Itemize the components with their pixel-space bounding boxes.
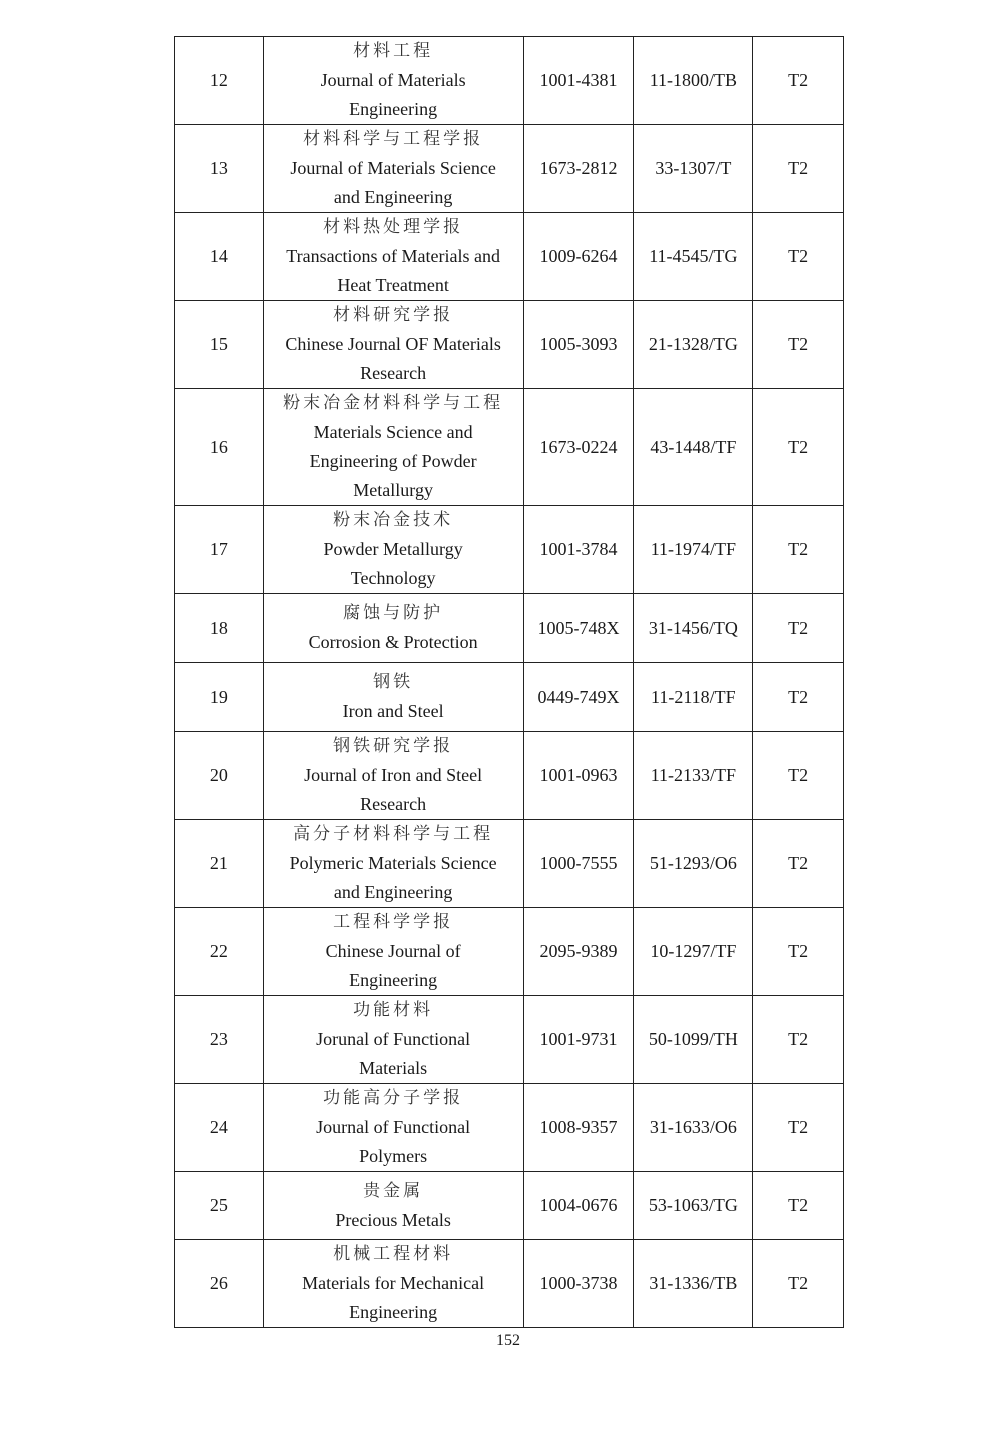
row-number-cell: 16 xyxy=(175,389,264,506)
journal-name-chinese: 材料研究学报 xyxy=(333,305,454,325)
journal-name-english-line: Engineering xyxy=(349,1302,438,1322)
journal-name-chinese: 材料热处理学报 xyxy=(323,217,464,237)
journal-name-english-line: Chinese Journal of xyxy=(325,941,461,961)
journal-name-cell xyxy=(263,1084,523,1172)
journal-table xyxy=(174,36,844,1328)
journal-name-english-line: Precious Metals xyxy=(335,1209,451,1230)
cn-number-cell: 31-1336/TB xyxy=(634,1240,753,1328)
cn-number-cell: 11-2118/TF xyxy=(634,663,753,732)
issn-cell: 1001-9731 xyxy=(523,996,634,1084)
journal-name-cell xyxy=(263,594,523,663)
row-number-cell: 25 xyxy=(175,1172,264,1240)
row-number-cell: 15 xyxy=(175,301,264,389)
journal-name-cell xyxy=(263,213,523,301)
row-number-cell: 17 xyxy=(175,506,264,594)
issn-cell: 1005-748X xyxy=(523,594,634,663)
journal-name-chinese: 功能材料 xyxy=(353,1000,434,1020)
journal-name-cell xyxy=(263,506,523,594)
table-row xyxy=(175,996,844,1084)
journal-name-english-line: Research xyxy=(360,794,427,814)
journal-name-cell xyxy=(263,996,523,1084)
table-row xyxy=(175,663,844,732)
cn-number-cell: 11-4545/TG xyxy=(634,213,753,301)
row-number-cell: 22 xyxy=(175,908,264,996)
journal-name-english-line: Materials for Mechanical xyxy=(302,1273,485,1293)
journal-name-english-line: Journal of Iron and Steel xyxy=(304,765,483,785)
cn-number-cell: 11-1974/TF xyxy=(634,506,753,594)
row-number-cell: 21 xyxy=(175,820,264,908)
journal-name-chinese: 功能高分子学报 xyxy=(323,1088,464,1108)
level-cell: T2 xyxy=(753,125,844,213)
journal-name-cell xyxy=(263,37,523,125)
journal-name-chinese: 钢铁 xyxy=(373,672,414,692)
issn-cell: 1001-3784 xyxy=(523,506,634,594)
journal-name-english-line: Journal of Materials xyxy=(320,70,466,90)
level-cell: T2 xyxy=(753,594,844,663)
table-row xyxy=(175,301,844,389)
issn-cell: 1004-0676 xyxy=(523,1172,634,1240)
table-row xyxy=(175,820,844,908)
journal-name-english-line: Journal of Functional xyxy=(316,1117,471,1137)
journal-name-english-line: Corrosion & Protection xyxy=(308,632,478,652)
issn-cell: 1000-3738 xyxy=(523,1240,634,1328)
journal-name-english-line: Engineering of Powder xyxy=(309,451,477,471)
cn-number-cell: 31-1456/TQ xyxy=(634,594,753,663)
issn-cell: 1000-7555 xyxy=(523,820,634,908)
cn-number-cell: 31-1633/O6 xyxy=(634,1084,753,1172)
issn-cell: 1001-4381 xyxy=(523,37,634,125)
journal-name-cell xyxy=(263,301,523,389)
row-number-cell: 26 xyxy=(175,1240,264,1328)
level-cell: T2 xyxy=(753,820,844,908)
journal-name-cell xyxy=(263,908,523,996)
journal-name-english-line: Polymers xyxy=(359,1146,428,1166)
journal-name-cell xyxy=(263,732,523,820)
row-number-cell: 13 xyxy=(175,125,264,213)
journal-name-english-line: Materials Science and xyxy=(313,422,473,442)
table-row xyxy=(175,506,844,594)
cn-number-cell: 10-1297/TF xyxy=(634,908,753,996)
journal-name-chinese: 贵金属 xyxy=(363,1180,424,1201)
level-cell: T2 xyxy=(753,663,844,732)
row-number-cell: 20 xyxy=(175,732,264,820)
issn-cell: 1008-9357 xyxy=(523,1084,634,1172)
level-cell: T2 xyxy=(753,37,844,125)
page-number: 152 xyxy=(496,1332,520,1349)
journal-name-cell xyxy=(263,663,523,732)
table-row xyxy=(175,732,844,820)
row-number-cell: 24 xyxy=(175,1084,264,1172)
cn-number-cell: 33-1307/T xyxy=(634,125,753,213)
journal-name-chinese: 腐蚀与防护 xyxy=(343,603,444,623)
row-number-cell: 12 xyxy=(175,37,264,125)
row-number-cell: 23 xyxy=(175,996,264,1084)
level-cell: T2 xyxy=(753,732,844,820)
journal-name-chinese: 工程科学学报 xyxy=(333,912,454,932)
journal-name-cell xyxy=(263,125,523,213)
journal-name-english-line: Chinese Journal OF Materials xyxy=(285,334,501,354)
cn-number-cell: 21-1328/TG xyxy=(634,301,753,389)
journal-name-english-line: Technology xyxy=(350,568,436,588)
table-row xyxy=(175,1172,844,1240)
table-row xyxy=(175,37,844,125)
cn-number-cell: 53-1063/TG xyxy=(634,1172,753,1240)
journal-name-english-line: Jorunal of Functional xyxy=(316,1029,471,1049)
journal-name-chinese: 钢铁研究学报 xyxy=(333,736,454,756)
journal-name-english-line: Engineering xyxy=(349,99,438,119)
level-cell: T2 xyxy=(753,1084,844,1172)
journal-name-english-line: Transactions of Materials and xyxy=(286,246,501,266)
issn-cell: 0449-749X xyxy=(523,663,634,732)
journal-name-chinese: 粉末冶金技术 xyxy=(333,510,454,530)
journal-name-english-line: and Engineering xyxy=(333,187,453,207)
level-cell: T2 xyxy=(753,389,844,506)
row-number-cell: 19 xyxy=(175,663,264,732)
journal-name-english-line: Journal of Materials Science xyxy=(290,158,496,178)
journal-name-english-line: and Engineering xyxy=(333,882,453,902)
issn-cell: 1673-0224 xyxy=(523,389,634,506)
journal-name-english-line: Powder Metallurgy xyxy=(323,539,463,559)
journal-name-cell xyxy=(263,1172,523,1240)
table-row xyxy=(175,908,844,996)
level-cell: T2 xyxy=(753,301,844,389)
journal-name-english-line: Materials xyxy=(359,1058,428,1078)
table-row xyxy=(175,594,844,663)
journal-name-chinese: 材料工程 xyxy=(353,41,434,61)
row-number-cell: 14 xyxy=(175,213,264,301)
journal-name-english-line: Research xyxy=(360,363,427,383)
journal-name-chinese: 高分子材料科学与工程 xyxy=(293,824,494,844)
issn-cell: 1005-3093 xyxy=(523,301,634,389)
journal-name-chinese: 机械工程材料 xyxy=(333,1244,454,1264)
journal-name-cell xyxy=(263,1240,523,1328)
journal-name-english-line: Iron and Steel xyxy=(342,701,444,721)
journal-name-english-line: Engineering xyxy=(349,970,438,990)
row-number-cell: 18 xyxy=(175,594,264,663)
level-cell: T2 xyxy=(753,908,844,996)
level-cell: T2 xyxy=(753,506,844,594)
cn-number-cell: 11-1800/TB xyxy=(634,37,753,125)
table-row xyxy=(175,1240,844,1328)
journal-name-english-line: Polymeric Materials Science xyxy=(289,853,497,873)
journal-table-body xyxy=(175,37,844,1328)
journal-name-chinese: 粉末冶金材料科学与工程 xyxy=(283,393,504,413)
journal-name-cell xyxy=(263,389,523,506)
level-cell: T2 xyxy=(753,213,844,301)
journal-name-english-line: Heat Treatment xyxy=(337,275,449,295)
table-row xyxy=(175,213,844,301)
cn-number-cell: 50-1099/TH xyxy=(634,996,753,1084)
cn-number-cell: 51-1293/O6 xyxy=(634,820,753,908)
level-cell: T2 xyxy=(753,996,844,1084)
issn-cell: 1001-0963 xyxy=(523,732,634,820)
cn-number-cell: 11-2133/TF xyxy=(634,732,753,820)
cn-number-cell: 43-1448/TF xyxy=(634,389,753,506)
journal-name-english-line: Metallurgy xyxy=(353,480,433,500)
table-row xyxy=(175,1084,844,1172)
issn-cell: 2095-9389 xyxy=(523,908,634,996)
journal-name-cell xyxy=(263,820,523,908)
issn-cell: 1673-2812 xyxy=(523,125,634,213)
level-cell: T2 xyxy=(753,1240,844,1328)
table-row xyxy=(175,125,844,213)
issn-cell: 1009-6264 xyxy=(523,213,634,301)
level-cell: T2 xyxy=(753,1172,844,1240)
journal-name-chinese: 材料科学与工程学报 xyxy=(303,129,484,149)
table-row xyxy=(175,389,844,506)
